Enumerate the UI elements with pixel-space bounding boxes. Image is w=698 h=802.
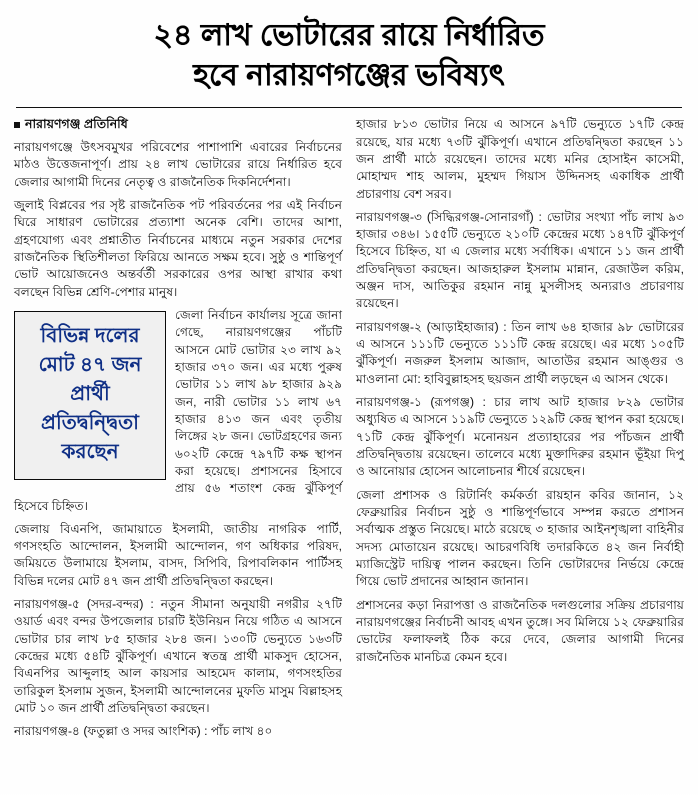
column-right bbox=[356, 116, 684, 754]
paragraph: নারায়ণগঞ্জ-২ (আড়াইহাজার) : তিন লাখ ৬৪ হাজার ৯৮ ভোটারের এ আসনে ১১১টি ভেন্যুতে ১১১টি কেন্দ্র রয়েছে। এর মধ্যে ১০৫টি ঝুঁকিপূর্ণ। নজরুল ইসলাম আজাদ, আতাউর রহমান আঙ্গুর ও মাওলানা মো: হাবিবুল্লাহসহ ছয়জন প্রার্থী লড়ছেন এ আসন থেকে। bbox=[356, 319, 684, 386]
paragraph: নারায়ণগঞ্জ-১ (রূপগঞ্জ) : চার লাখ আট হাজার ৮২৯ ভোটার অধ্যুষিত এ আসনে ১১৯টি ভেন্যুতে ১২৯টি কেন্দ্র স্থাপন করা হয়েছে। ৭১টি কেন্দ্র ঝুঁকিপূর্ণ। মনোনয়ন প্রত্যাহারের পর পাঁচজন প্রার্থী প্রতিদ্বন্দ্বিতায় রয়েছেন। তালেবে মধ্যে মুক্তাদিরুর রহমান ভূঁইয়া দিপু ও আনোয়ার হোসেন আলোচনার শীর্ষে রয়েছেন। bbox=[356, 395, 684, 479]
page-title bbox=[14, 10, 684, 97]
paragraph: জেলা প্রশাসক ও রিটার্নিং কর্মকর্তা রায়হান কবির জানান, ১২ ফেব্রুয়ারির নির্বাচন সুষ্ঠু ও শান্তিপূর্ণভাবে সম্পন্ন করতে প্রশাসন সর্বাত্মক প্রস্তুত নিয়েছে। মাঠে রয়েছে ৩ হাজার আইনশৃঙ্খলা বাহিনীর সদস্য মোতায়েন রয়েছে। আচরণবিধি তদারকিতে ৪২ জন নির্বাহী ম্যাজিস্ট্রেট দায়িত্ব পালন করছেন। তিনি ভোটারদের নির্ভয়ে কেন্দ্রে গিয়ে ভোট প্রদানের আহ্বান জানান। bbox=[356, 487, 684, 589]
pull-quote-line-1: বিভিন্ন দলের bbox=[40, 324, 140, 347]
headline-divider bbox=[16, 107, 682, 108]
byline-text: নারায়ণগঞ্জ প্রতিনিধি bbox=[25, 117, 128, 132]
paragraph: নারায়ণগঞ্জ-৩ (সিদ্ধিরগঞ্জ-সোনারগাঁ) : ভোটার সংখ্যা পাঁচ লাখ ৯৩ হাজার ৩৪৬। ১৫৫টি ভেন্যুতে ২১০টি কেন্দ্রের মধ্যে ১৪৭টি ঝুঁকিপূর্ণ হিসেবে চিহ্নিত, যা এ জেলার মধ্যে সর্বাধিক। এখানে ১১ জন প্রার্থী প্রতিদ্বন্দ্বিতা করছেন। আজহারুল ইসলাম মান্নান, রেজাউল করিম, অঞ্জন দাস, আতিকুর রহমান নান্নু মুসলীসহ অন্যরাও প্রচারণায় রয়েছেন। bbox=[356, 209, 684, 311]
paragraph: প্রশাসনের কড়া নিরাপত্তা ও রাজনৈতিক দলগুলোর সক্রিয় প্রচারণায় নারায়ণগঞ্জের নির্বাচনী আবহ এখন তুঙ্গে। সব মিলিয়ে ১২ ফেব্রুয়ারির ভোটের ফলাফলই ঠিক করে দেবে, জেলার আগামী দিনের রাজনৈতিক মানচিত্র কেমন হবে। bbox=[356, 597, 684, 664]
paragraph: নারায়ণগঞ্জ-৫ (সদর-বন্দর) : নতুন সীমানা অনুযায়ী নগরীর ২৭টি ওয়ার্ড এবং বন্দর উপজেলার চারটি ইউনিয়ন নিয়ে গঠিত এ আসনে ভোটার চার লাখ ৮৫ হাজার ২৮৪ জন। ১৩০টি ভেন্যুতে ১৬৩টি কেন্দ্রের মধ্যে ৫৪টি ঝুঁকিপূর্ণ। এখানে স্বতন্ত্র প্রার্থী মাকসুদ হোসেন, বিএনপির আব্দুলাহ আল কায়সার আহমেদ কালাম, গণসংহতির তারিকুল ইসলাম সুজন, ইসলামী আন্দোলনের মুফতি মাসুম বিল্লাহসহ মোট ১০ জন প্রার্থী প্রতিদ্বন্দ্বিতা করছেন। bbox=[14, 597, 342, 716]
pull-quote-line-4: করছেন bbox=[61, 440, 119, 463]
column-left bbox=[14, 116, 342, 754]
paragraph: হাজার ৮১৩ ভোটার নিয়ে এ আসনে ৯৭টি ভেন্যুতে ১৭টি কেন্দ্র রয়েছে, যার মধ্যে ৭৩টি ঝুঁকিপূর্ণ। এখানে প্রতিদ্বন্দ্বিতা করছেন ১১ জন প্রার্থী মাঠে রয়েছেন। তাদের মধ্যে মনির হোসাইন কাসেমী, মোহাম্মদ শাহ আলম, মুহম্মদ গিয়াস উদ্দিনসহ একাধিক প্রার্থী প্রচারণায় বেশ সরব। bbox=[356, 117, 684, 201]
article-columns bbox=[14, 116, 684, 754]
bullet-square-icon bbox=[14, 122, 20, 128]
page-bottom-fade bbox=[0, 786, 698, 802]
paragraph: জেলায় বিএনপি, জামায়াতে ইসলামী, জাতীয় নাগরিক পার্টি, গণসংহতি আন্দোলন, ইসলামী আন্দোলন, গণ অধিকার পরিষদ, জমিয়তে উলামায়ে ইসলাম, বাসদ, সিপিবি, রিপাবলিকান পার্টিসহ বিভিন্ন দলের মোট ৪৭ জন প্রার্থী প্রতিদ্বন্দ্বিতা করছেন। bbox=[14, 521, 342, 588]
paragraph: নারায়ণগঞ্জ-৪ (ফতুল্লা ও সদর আংশিক) : পাঁচ লাখ ৪০ bbox=[14, 724, 273, 739]
byline bbox=[14, 116, 342, 134]
pull-quote-line-2: মোট ৪৭ জন bbox=[38, 353, 142, 376]
paragraph: জেলা নির্বাচন কার্যালয় সূত্রে জানা গেছে, নারায়ণগঞ্জের পাঁচটি আসনে মোট ভোটার ২৩ লাখ ৯২ হাজার ৩৭০ জন। এর মধ্যে পুরুষ ভোটার ১১ লাখ ৯৮ হাজার ৯২৯ জন, নারী ভোটার ১১ লাখ ৬৭ হাজার ৪১৩ জন এবং তৃতীয় লিঙ্গের ২৮ জন। ভোটগ্রহণের জন্য ৬০২টি কেন্দ্রে ৭৯৭টি কক্ষ স্থাপন করা হয়েছে। প্রশাসনের হিসাবে প্রায় ৫৬ শতাংশ কেন্দ্র ঝুঁকিপূর্ণ হিসেবে চিহ্নিত। bbox=[14, 307, 342, 513]
paragraph: জুলাই বিপ্লবের পর সৃষ্ট রাজনৈতিক পট পরিবর্তনের পর এই নির্বাচন ঘিরে সাধারণ ভোটারের প্রত্যাশা অনেক বেশি। তাদের আশা, গ্রহণযোগ্য এবং প্রশ্নাতীত নির্বাচনের মাধ্যমে নতুন সরকার দেশের রাজনৈতিক স্থিতিশীলতা ফিরিয়ে আনতে সক্ষম হবে। সুষ্ঠু ও শান্তিপূর্ণ ভোট আয়োজনেও অন্তর্বর্তী সরকারের ওপর আস্থা রাখার কথা বলছেন বিভিন্ন শ্রেণি-পেশার মানুষ। bbox=[14, 197, 342, 299]
pull-quote-line-3: প্রার্থী প্রতিদ্বন্দ্বিতা bbox=[41, 382, 139, 434]
pull-quote-box bbox=[14, 311, 166, 480]
paragraph: নারায়ণগঞ্জে উৎসবমুখর পরিবেশের পাশাপাশি এবারের নির্বাচনের মাঠও উত্তেজনাপূর্ণ। প্রায় ২৪ লাখ ভোটারের রায়ে নির্ধারিত হবে জেলার আগামী দিনের নেতৃত্ব ও রাজনৈতিক দিকনির্দেশনা। bbox=[14, 139, 342, 189]
headline-line-1: ২৪ লাখ ভোটারের রায়ে নির্ধারিত bbox=[153, 19, 545, 52]
headline-line-2: হবে নারায়ণগঞ্জের ভবিষ্যৎ bbox=[193, 58, 505, 92]
